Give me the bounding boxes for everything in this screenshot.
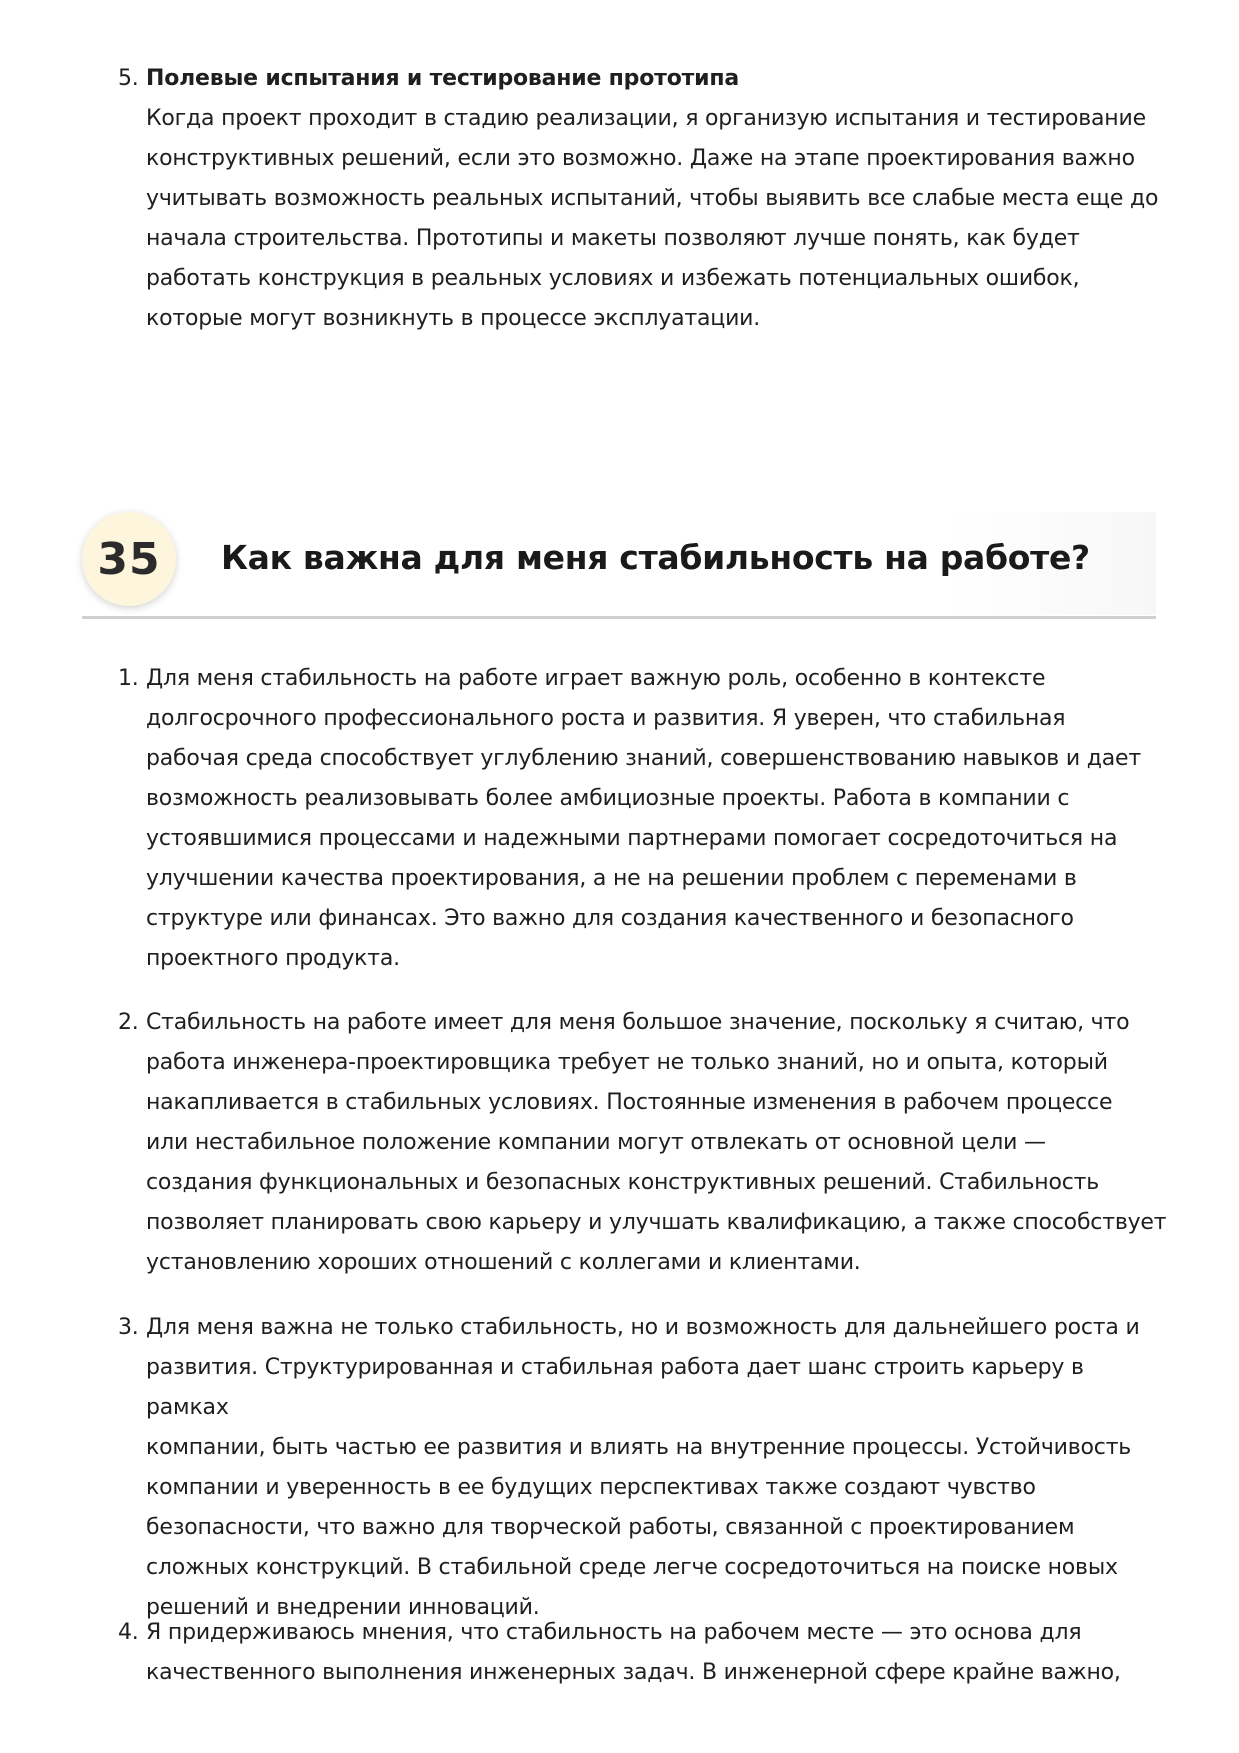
text-line: улучшении качества проектирования, а не на решении проблем с переменами в <box>146 866 1077 891</box>
text-line: решений и внедрении инноваций. <box>146 1595 540 1620</box>
section-title: Как важна для меня стабильность на работе? <box>221 538 1090 577</box>
text-line: Для меня важна не только стабильность, но и возможность для дальнейшего роста и <box>146 1315 1140 1340</box>
text-line: Для меня стабильность на работе играет важную роль, особенно в контексте <box>146 666 1046 691</box>
section-header <box>82 512 1156 620</box>
list-item-body <box>146 1003 1170 1283</box>
text-line: которые могут возникнуть в процессе эксплуатации. <box>146 306 761 331</box>
list-item-number: 4. <box>118 1620 139 1645</box>
list-item-body <box>146 59 1170 339</box>
list-item-4 <box>118 1613 1170 1693</box>
text-line: возможность реализовывать более амбициозные проекты. Работа в компании с <box>146 786 1070 811</box>
text-line: развития. Структурированная и стабильная работа дает шанс строить карьеру в рамках <box>146 1355 1084 1420</box>
text-line: Стабильность на работе имеет для меня большое значение, поскольку я считаю, что <box>146 1010 1130 1035</box>
text-line: работать конструкция в реальных условиях и избежать потенциальных ошибок, <box>146 266 1080 291</box>
text-line: долгосрочного профессионального роста и развития. Я уверен, что стабильная <box>146 706 1066 731</box>
text-line: создания функциональных и безопасных конструктивных решений. Стабильность <box>146 1170 1099 1195</box>
list-item-body <box>146 659 1170 979</box>
text-line: или нестабильное положение компании могут отвлекать от основной цели — <box>146 1130 1046 1155</box>
text-line: компании, быть частью ее развития и влиять на внутренние процессы. Устойчивость <box>146 1435 1132 1460</box>
text-line: проектного продукта. <box>146 946 400 971</box>
text-line: сложных конструкций. В стабильной среде легче сосредоточиться на поиске новых <box>146 1555 1118 1580</box>
list-item-number: 2. <box>118 1010 139 1035</box>
list-item-body <box>146 1613 1170 1693</box>
text-line: работа инженера-проектировщика требует не только знаний, но и опыта, который <box>146 1050 1108 1075</box>
text-line: конструктивных решений, если это возможно. Даже на этапе проектирования важно <box>146 146 1135 171</box>
text-line: накапливается в стабильных условиях. Постоянные изменения в рабочем процессе <box>146 1090 1113 1115</box>
list-item-3 <box>118 1308 1170 1628</box>
list-item-title: Полевые испытания и тестирование прототипа <box>146 66 740 91</box>
list-item-number: 1. <box>118 666 139 691</box>
text-line: установлению хороших отношений с коллегами и клиентами. <box>146 1250 861 1275</box>
list-item-number: 3. <box>118 1315 139 1340</box>
text-line: Я придерживаюсь мнения, что стабильность на рабочем месте — это основа для <box>146 1620 1082 1645</box>
section-number-badge: 35 <box>82 512 176 606</box>
prev-list-item-5 <box>118 59 1170 339</box>
text-line: безопасности, что важно для творческой работы, связанной с проектированием <box>146 1515 1075 1540</box>
list-item-1 <box>118 659 1170 979</box>
list-item-2 <box>118 1003 1170 1283</box>
text-line: качественного выполнения инженерных задач. В инженерной сфере крайне важно, <box>146 1660 1121 1685</box>
text-line: устоявшимися процессами и надежными партнерами помогает сосредоточиться на <box>146 826 1118 851</box>
text-line: начала строительства. Прототипы и макеты позволяют лучше понять, как будет <box>146 226 1080 251</box>
text-line: компании и уверенность в ее будущих перспективах также создают чувство <box>146 1475 1036 1500</box>
header-divider <box>82 616 1156 619</box>
list-item-number: 5. <box>118 66 139 91</box>
text-line: позволяет планировать свою карьеру и улучшать квалификацию, а также способствует <box>146 1210 1167 1235</box>
text-line: структуре или финансах. Это важно для создания качественного и безопасного <box>146 906 1074 931</box>
text-line: учитывать возможность реальных испытаний, чтобы выявить все слабые места еще до <box>146 186 1159 211</box>
text-line: рабочая среда способствует углублению знаний, совершенствованию навыков и дает <box>146 746 1142 771</box>
list-item-body <box>146 1308 1170 1628</box>
text-line: Когда проект проходит в стадию реализации, я организую испытания и тестирование <box>146 106 1146 131</box>
